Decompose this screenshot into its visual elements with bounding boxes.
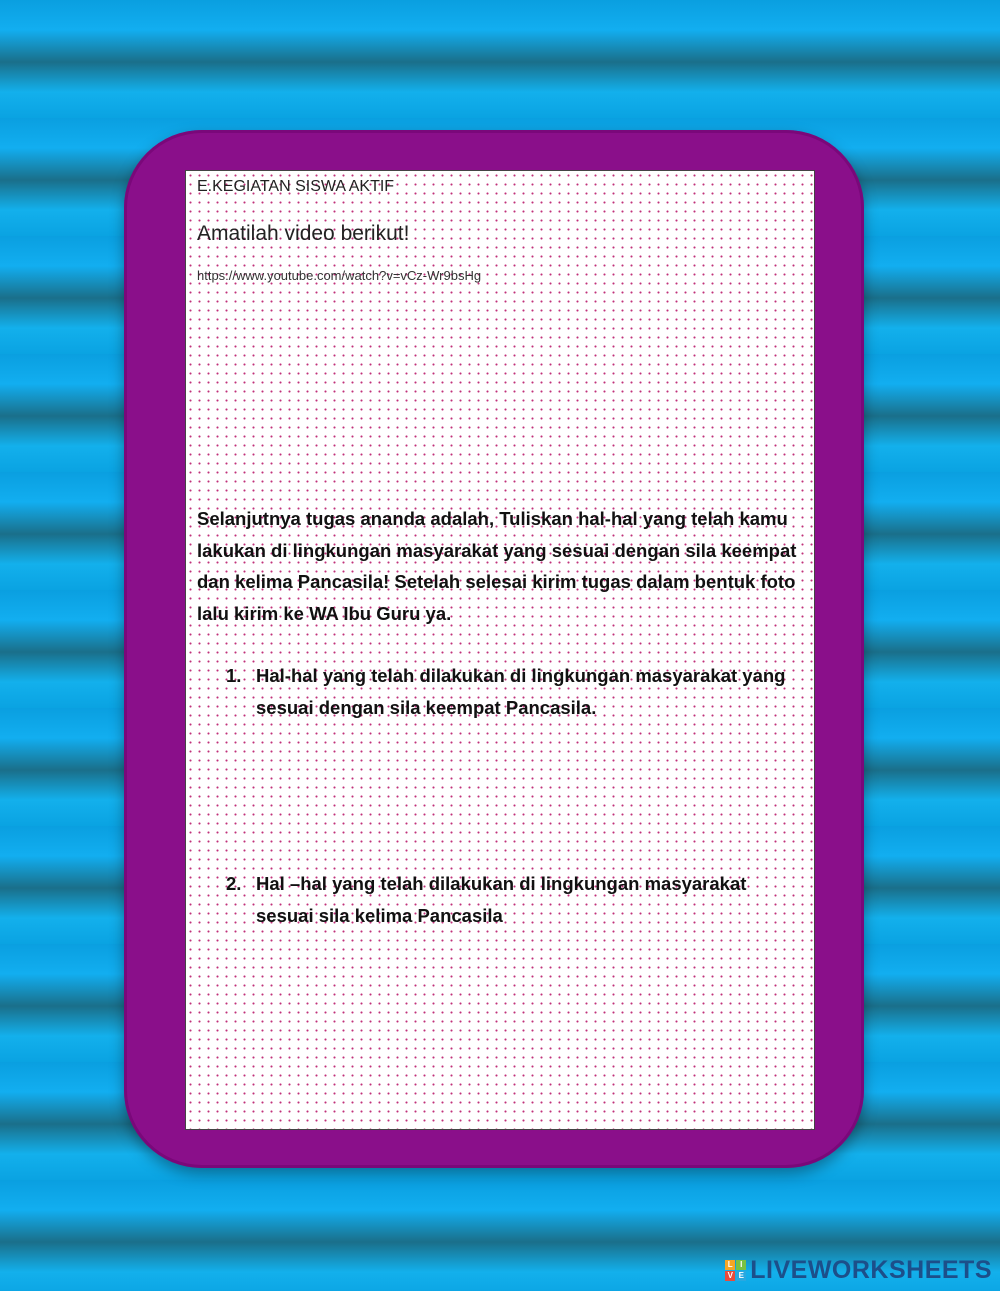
worksheet-sheet (185, 170, 815, 1130)
logo-letter: E (736, 1271, 746, 1281)
liveworksheets-brand (725, 1256, 992, 1285)
task-paragraph: Selanjutnya tugas ananda adalah, Tuliskan hal-hal yang telah kamu lakukan di lingkungan masyarakat yang sesuai dengan sila keempat dan kelima Pancasila! Setelah selesai kirim tugas dalam bentuk foto lalu kirim ke WA Ibu Guru ya. (197, 508, 797, 624)
question-text: Hal –hal yang telah dilakukan di lingkungan masyarakat sesuai sila kelima Pancasila (256, 873, 747, 926)
question-item (226, 660, 786, 723)
question-item (226, 868, 786, 931)
liveworksheets-logo-icon (725, 1260, 746, 1281)
question-number: 2. (226, 873, 242, 894)
logo-letter: V (725, 1271, 735, 1281)
brand-name: LIVEWORKSHEETS (750, 1256, 992, 1284)
section-title: E.KEGIATAN SISWA AKTIF (197, 178, 395, 195)
question-number: 1. (226, 665, 242, 686)
logo-letter: L (725, 1260, 735, 1270)
instruction-text: Amatilah video berikut! (197, 222, 410, 245)
video-link[interactable]: https://www.youtube.com/watch?v=vCz-Wr9bsHg (197, 268, 482, 283)
question-text: Hal-hal yang telah dilakukan di lingkungan masyarakat yang sesuai dengan sila keempat Pancasila. (256, 665, 786, 718)
logo-letter: I (736, 1260, 746, 1270)
